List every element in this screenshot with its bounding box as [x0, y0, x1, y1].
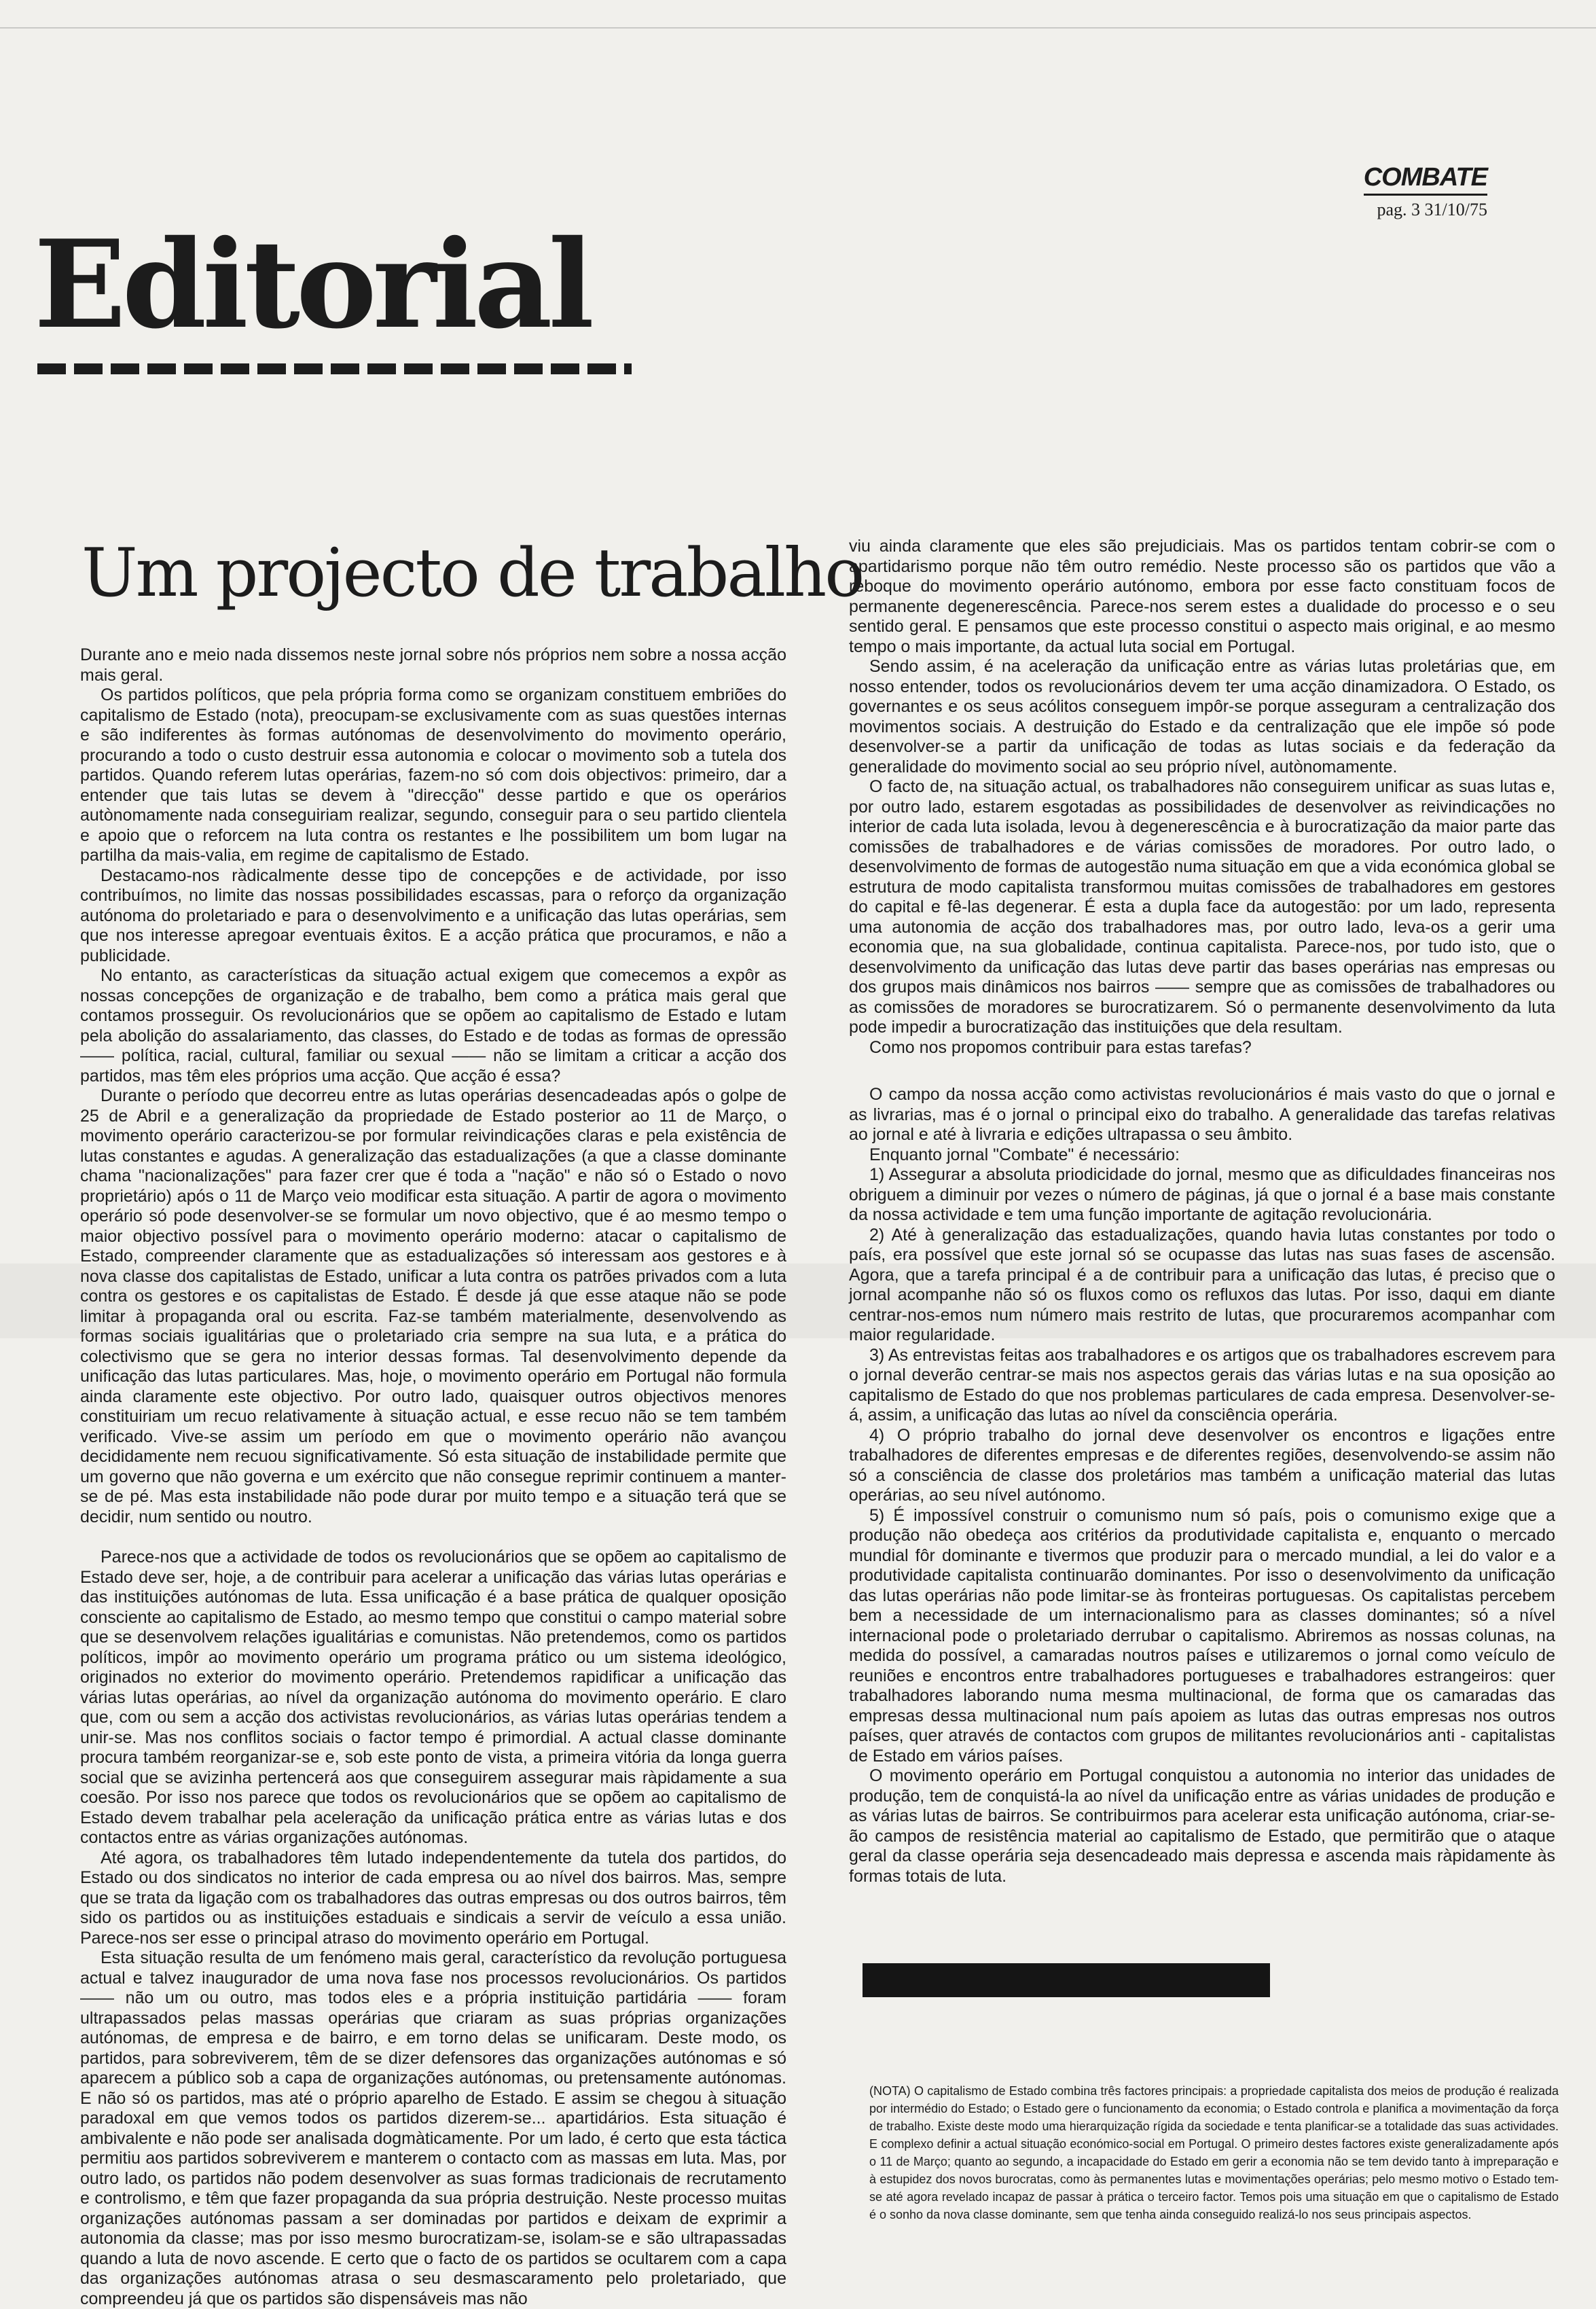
paragraph: Sendo assim, é na aceleração da unificação entre as várias lutas proletárias que, em nosso entender, todos os revolucionários devem ter uma acção dinamizadora. O Estado, os governantes e os seus acólitos conseguem impôr-se porque asseguram a centralização dos movimentos sociais. A destruição do Estado e da centralização que ele impõe só pode desenvolver-se a partir da unificação de todas as lutas sociais e da federação da generalidade do movimento social ao seu próprio nível, autònomamente.	[849, 657, 1555, 776]
paragraph: Destacamo-nos ràdicalmente desse tipo de concepções e de actividade, por isso contribuímos, no limite das nossas possibilidades escassas, para o reforço da organização autónoma do proletariado e para o desenvolvimento e a unificação das lutas operárias, sem que nos interesse apregoar eventuais êxitos. E a acção prática que procuramos, e não a publicidade.	[80, 865, 786, 965]
paragraph: O movimento operário em Portugal conquistou a autonomia no interior das unidades de produção, tem de conquistá-la ao nível da unificação entre as várias unidades de produção e as várias lutas de bairros. Se contribuirmos para acelerar esta unificação autónoma, criar-se-ão campos de resistência material ao capitalismo de Estado, que permitirão que o ataque geral da classe operária seja desencadeado mais depressa e ascenda mais ràpidamente às formas totais de luta.	[849, 1766, 1555, 1886]
bleed-through-shadow	[0, 129, 1596, 224]
right-column	[849, 537, 1555, 1886]
masthead	[1364, 163, 1487, 220]
paragraph: Durante ano e meio nada dissemos neste jornal sobre nós próprios nem sobre a nossa acção mais geral.	[80, 645, 786, 685]
paragraph: Como nos propomos contribuir para estas tarefas?	[869, 1037, 1252, 1057]
article-headline: Um projecto de trabalho	[81, 535, 863, 612]
page-info: pag. 3 31/10/75	[1377, 200, 1487, 219]
paragraph: Parece-nos que a actividade de todos os revolucionários que se opõem ao capitalismo de Estado deve ser, hoje, a de contribuir para acelerar a unificação das várias lutas operárias e das instituições autónomas de luta. Essa unificação é a base prática de qualquer oposição consciente ao capitalismo de Estado, ao mesmo tempo que constitui o campo material sobre que se desenvolvem relações igualitárias e comunistas. Não pretendemos, como os partidos políticos, impôr ao movimento operário um programa prático ou um sistema ideológico, originados no exterior do movimento operário. Pretendemos rapidificar a unificação das várias lutas operárias, ao nível da organização autónoma do movimento operário. E claro que, com ou sem a acção dos activistas revolucionários, as várias lutas operárias tendem a unir-se. Mas nos conflitos sociais o factor tempo é primordial. A actual classe dominante procura também reorganizar-se e, sob este ponto de vista, a primeira vitória da longa guerra social que se avizinha pertencerá aos que conseguirem assegurar mais ràpidamente a sua coesão. Por isso nos parece que todos os revolucionários que se opõem ao capitalismo de Estado devem trabalhar pela aceleração da unificação prática entre as várias lutas e dos contactos entre as várias organizações autónomas.	[80, 1547, 786, 1847]
section-title-dashed-rule	[37, 363, 632, 374]
footnote: (NOTA) O capitalismo de Estado combina três factores principais: a propriedade capitalista dos meios de produção é realizada por intermédio do Estado; o Estado gere o funcionamento da economia; o Estado controla e planifica a movimentação da força de trabalho. Existe deste modo uma hierarquização rígida da sociedade e tenta planificar-se a totalidade das suas actividades. E complexo definir a actual situação económico-social em Portugal. O primeiro destes factores existe generalizadamente após o 11 de Março; quanto ao segundo, a incapacidade do Estado em gerir a economia não se tem devido tanto à impreparação e à estupidez dos novos burocratas, como às permanentes lutas e movimentações operárias; pelo mesmo motivo o Estado tem-se até agora revelado incapaz de passar à prática o terceiro factor. Temos pois uma situação em que o capitalismo de Estado é o sonho da nova classe dominante, sem que tenha ainda conseguido realizá-lo nos seus principais aspectos.	[869, 2084, 1559, 2221]
section-title: Editorial	[34, 213, 591, 355]
paragraph: 4) O próprio trabalho do jornal deve desenvolver os encontros e ligações entre trabalhadores de diferentes empresas e de diferentes regiões, desenvolvendo-se assim não só a consciência de classe dos proletários mas também a unificação material das lutas operárias, ao seu nível autónomo.	[849, 1425, 1555, 1505]
paragraph: O campo da nossa acção como activistas revolucionários é mais vasto do que o jornal e as livrarias, mas é o jornal o principal eixo do trabalho. A generalidade das tarefas relativas ao jornal e até à livraria e edições ultrapassa o seu âmbito.	[849, 1085, 1555, 1144]
paragraph: 1) Assegurar a absoluta priodicidade do jornal, mesmo que as dificuldades financeiras nos obriguem a diminuir por vezes o número de páginas, já que o jornal é a base mais constante da nossa actividade e tem uma função importante de agitação revolucionária.	[849, 1165, 1555, 1224]
page-top-rule	[0, 27, 1596, 29]
paragraph: 3) As entrevistas feitas aos trabalhadores e os artigos que os trabalhadores escrevem para o jornal deverão centrar-se mais nos aspectos gerais das várias lutas e na sua oposição ao capitalismo de Estado do que nos problemas particulares de cada empresa. Desenvolver-se-á, assim, a unificação das lutas ao nível da consciência operária.	[849, 1345, 1555, 1425]
paragraph: Esta situação resulta de um fenómeno mais geral, característico da revolução portuguesa actual e talvez inaugurador de uma nova fase nos processos revolucionários. Os partidos —— não um ou outro, mas todos eles e a própria instituição partidária —— foram ultrapassados pelas massas operárias que criaram as suas próprias organizações autónomas, de empresa e de bairro, e em torno delas se unificaram. Deste modo, os partidos, para sobreviverem, têm de se dizer defensores das organizações autónomas e só aparecem a público sob a capa de organizações autónomas, ou pretensamente autónomas. E não só os partidos, mas até o próprio aparelho de Estado. E assim se chegou à situação paradoxal em que vemos todos os partidos dizerem-se... apartidários. Esta situação é ambivalente e não pode ser analisada dogmàticamente. Por um lado, é certo que esta táctica permitiu aos partidos sobreviverem e manterem o contacto com as massas em luta. Mas, por outro lado, os partidos não podem desenvolver as suas formas tradicionais de recrutamento e controlismo, e têm que fazer propaganda da sua própria destruição. Neste processo muitas organizações autónomas passam a ser dominadas por partidos e deixam de exprimir a autonomia da classe; mas por isso mesmo burocratizam-se, isolam-se e são ultrapassadas quando a luta de novo ascende. E certo que o facto de os partidos se ocultarem com a capa das organizações autónomas atrasa o seu desmascaramento pelo proletariado, que compreendeu já que os partidos são dispensáveis mas não	[80, 1948, 786, 2308]
paragraph: O facto de, na situação actual, os trabalhadores não conseguirem unificar as suas lutas e, por outro lado, estarem esgotadas as possibilidades de desenvolver as reivindicações no interior de cada luta isolada, levou à degenerescência e à burocratização da maior parte das comissões de trabalhadores e de várias comissões de moradores. Por outro lado, o desenvolvimento de formas de autogestão numa situação em que a vida económica global se estrutura de modo capitalista transformou muitas comissões de trabalhadores em gestores do capital e fê-las degenerar. É esta a dupla face da autogestão: por um lado, representa uma autonomia de acção dos trabalhadores mas, por outro lado, leva-os a gerir uma economia que, na sua globalidade, continua capitalista. Parece-nos, por tudo isto, que o desenvolvimento da unificação das lutas deve partir das bases operárias nas empresas ou dos grupos mais dinâmicos nos bairros —— sempre que as comissões de trabalhadores ou as comissões de moradores se burocratizarem. Só o permanente desenvolvimento da luta pode impedir a burocratização das instituições que dela resultam.	[849, 777, 1555, 1037]
combate-logo: COMBATE	[1364, 163, 1487, 196]
left-column	[80, 645, 786, 2309]
paragraph: 5) É impossível construir o comunismo num só país, pois o comunismo exige que a produção não obedeça aos critérios da produtividade capitalista e, enquanto o mercado mundial fôr dominante e tivermos que produzir para o mercado mundial, a lei do valor e a produtividade capitalista continuarão dominantes. Por isso o desenvolvimento da unificação das lutas operárias não pode limitar-se às fronteiras portuguesas. Os capitalistas percebem bem a necessidade de um internacionalismo para as classes dominantes; só a nível internacional pode o proletariado derrubar o capitalismo. Abriremos as nossas colunas, na medida do possível, a camaradas noutros países e utilizaremos o jornal como veículo de reuniões e encontros entre trabalhadores portugueses e trabalhadores estrangeiros: quer trabalhadores laborando numa mesma multinacional, de forma que os camaradas das empresas dessa multinacional num país apoiem as lutas das outras empresas nos outros países, quer através de contactos com grupos de militantes revolucionários anti - capitalistas de Estado em vários países.	[849, 1505, 1555, 1766]
redaction-bar	[863, 1963, 1270, 1997]
paragraph: No entanto, as características da situação actual exigem que comecemos a expôr as nossas concepções de organização e de trabalho, bem como a prática mais geral que contamos prosseguir. Os revolucionários que se opõem ao capitalismo de Estado e lutam pela abolição do assalariamento, das classes, do Estado e de todas as formas de opressão —— política, racial, cultural, familiar ou sexual —— não se limitam a criticar a acção dos partidos, mas têm eles próprios uma acção. Que acção é essa?	[80, 966, 786, 1086]
paragraph: Durante o período que decorreu entre as lutas operárias desencadeadas após o golpe de 25 de Abril e a generalização da propriedade de Estado posterior ao 11 de Março, o movimento operário caracterizou-se por formular reivindicações claras e pela existência de lutas constantes e agudas. A generalização das estadualizações (a que a classe dominante chama "nacionalizações" para fazer crer que é toda a "nação" e não só o Estado o novo proprietário) após o 11 de Março veio modificar esta situação. A partir de agora o movimento operário só pode desenvolver-se se formular um novo objectivo, que é ao mesmo tempo o maior objectivo possível para o movimento operário moderno: atacar o capitalismo de Estado, compreender claramente que as estadualizações só interessam aos gestores e à nova classe dos capitalistas de Estado, unificar a luta contra os patrões privados com a luta contra os gestores e os capitalistas de Estado. É desde já que esse ataque não se pode limitar à propaganda oral ou escrita. Faz-se também materialmente, desenvolvendo as formas sociais igualitárias que o proletariado cria sempre na sua luta, e a prática do colectivismo que se gera no interior dessas formas. Tal desenvolvimento depende da unificação das lutas particulares. Mas, hoje, o movimento operário em Portugal não formula ainda claramente este objectivo. Por outro lado, quaisquer outros objectivos menores constituiriam um recuo relativamente à situação actual, e esse recuo não se tem também verificado. Vive-se assim um período em que o movimento operário não avançou decididamente nem recuou significativamente. Só esta situação de instabilidade permite que um governo que não governa e um exército que não consegue reprimir continuem a manter-se de pé. Mas esta instabilidade não pode durar por muito tempo e a situação terá que se decidir, num sentido ou noutro.	[80, 1086, 786, 1526]
paragraph: viu ainda claramente que eles são prejudiciais. Mas os partidos tentam cobrir-se com o apartidarismo porque não têm outro remédio. Neste processo são os partidos que vão a reboque do movimento operário autónomo, embora por esse facto constituam focos de permanente degenerescência. Parece-nos serem estes a dualidade do processo e o seu sentido geral. E pensamos que este processo constitui o aspecto mais original, e ao mesmo tempo o mais importante, da actual luta social em Portugal.	[849, 537, 1555, 656]
paragraph: 2) Até à generalização das estadualizações, quando havia lutas constantes por todo o país, era possível que este jornal só se ocupasse das lutas nas suas fases de ascensão. Agora, que a tarefa principal é a de contribuir para a unificação das lutas, é preciso que o jornal acompanhe não só os fluxos como os refluxos das lutas. Por isso, daqui em diante centrar-nos-emos num número mais restrito de lutas, que procuraremos acompanhar com maior regularidade.	[849, 1225, 1555, 1344]
paragraph: Os partidos políticos, que pela própria forma como se organizam constituem embriões do capitalismo de Estado (nota), preocupam-se exclusivamente com as suas questões internas e são indiferentes às formas autónomas de desenvolvimento do movimento operário, procurando a todo o custo destruir essa autonomia e colocar o movimento sob a tutela dos partidos. Quando referem lutas operárias, fazem-no só com dois objectivos: primeiro, dar a entender que tais lutas se devem à "direcção" desse partido e que os operários autònomamente nada conseguiriam realizar, segundo, conseguir para o seu partido clientela e apoio que o reforcem na luta contra os restantes e lhe possibilitem um bom lugar na partilha da mais-valia, em regime de capitalismo de Estado.	[80, 685, 786, 865]
paragraph: Até agora, os trabalhadores têm lutado independentemente da tutela dos partidos, do Estado ou dos sindicatos no interior de cada empresa ou ao nível dos bairros. Mas, sempre que se trata da ligação com os trabalhadores das outras empresas ou dos outros bairros, têm sido os partidos ou as instituições estaduais e sindicais a servir de veículo a essa união. Parece-nos ser esse o principal atraso do movimento operário em Portugal.	[80, 1848, 786, 1948]
paragraph: Enquanto jornal "Combate" é necessário:	[869, 1145, 1180, 1164]
